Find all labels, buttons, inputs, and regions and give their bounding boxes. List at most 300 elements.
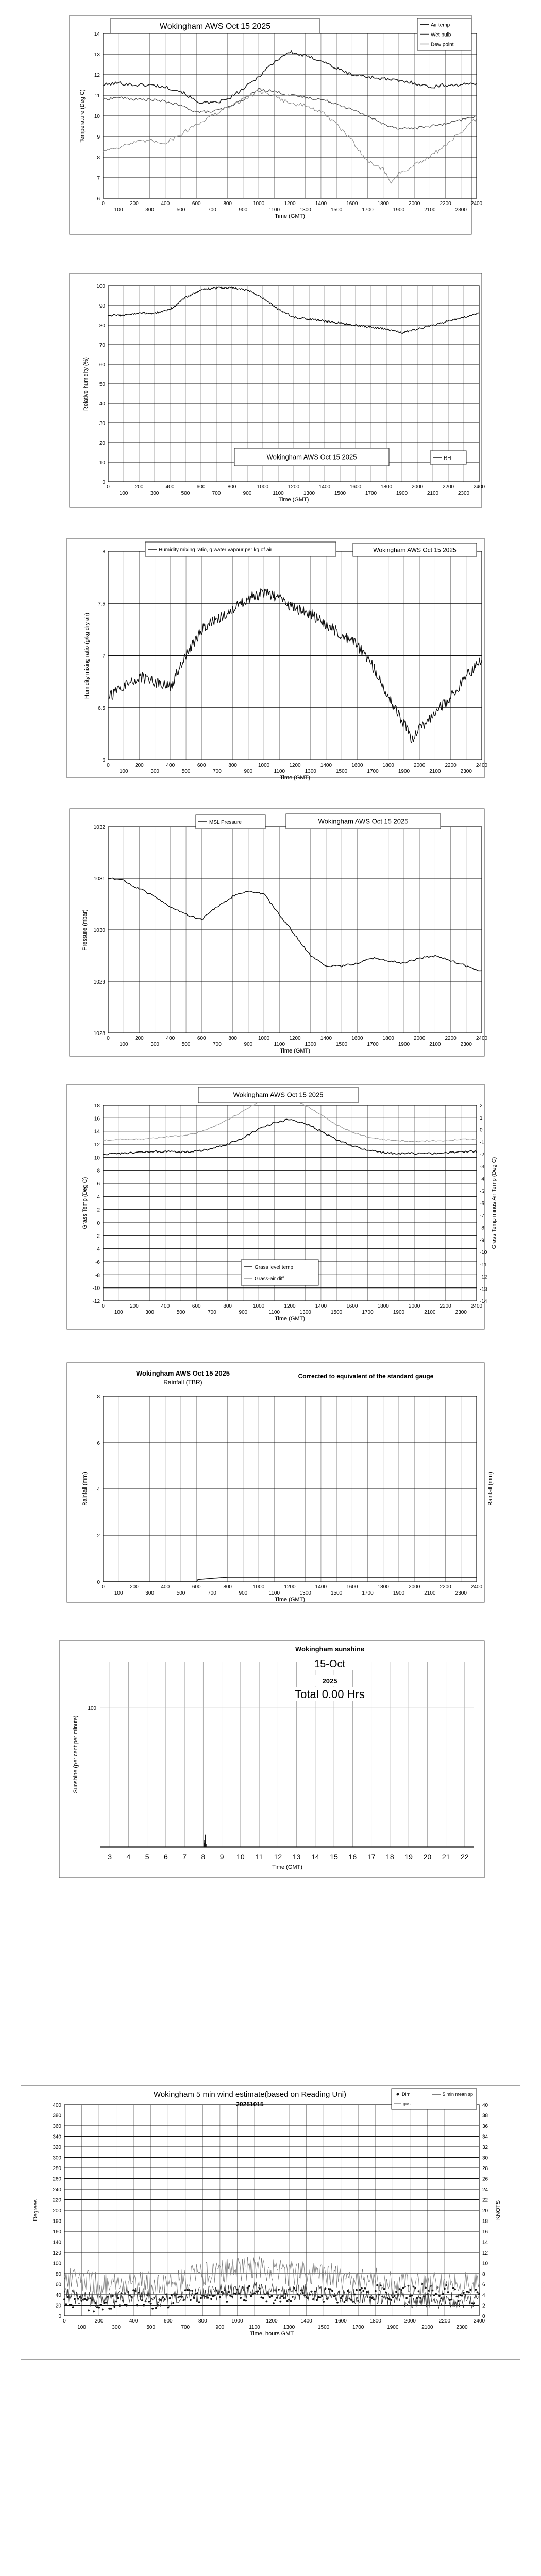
y-tick-label: 340 <box>53 2134 61 2140</box>
chart-title: Wokingham 5 min wind estimate(based on Reading Uni) <box>153 2090 347 2099</box>
y-right-tick-label: -13 <box>480 1286 487 1293</box>
x-tick-label: 1400 <box>318 484 331 490</box>
wind-direction-dot <box>179 2296 181 2298</box>
x-tick-label: 1000 <box>258 1036 270 1041</box>
x-tick-label: 1200 <box>289 1036 301 1041</box>
x-tick-label: 2400 <box>476 762 488 768</box>
y-tick-label: 90 <box>99 303 105 309</box>
wind-direction-dot <box>371 2297 373 2299</box>
x-tick-label: 700 <box>213 1042 222 1047</box>
x-tick-label: 900 <box>239 1590 248 1596</box>
x-tick-label: 2000 <box>404 2318 416 2324</box>
y-right-tick-label: -2 <box>480 1152 484 1158</box>
x-tick-label: 0 <box>107 1036 110 1041</box>
x-tick-label: 1300 <box>299 1310 311 1315</box>
wind-direction-dot <box>262 2297 264 2299</box>
y-tick-label: -4 <box>95 1246 100 1252</box>
x-tick-label: 17 <box>367 1853 376 1861</box>
y-right-tick-label: -8 <box>480 1225 484 1231</box>
x-tick-label: 900 <box>239 1310 248 1315</box>
wind-direction-dot <box>132 2289 134 2291</box>
wind-direction-dot <box>198 2301 200 2303</box>
wind-direction-dot <box>121 2292 123 2294</box>
x-tick-label: 1900 <box>396 490 408 496</box>
x-tick-label: 1800 <box>380 484 393 490</box>
x-tick-label: 1400 <box>315 1303 327 1309</box>
x-tick-label: 2400 <box>470 1303 483 1309</box>
chart-year: 2025 <box>322 1677 337 1685</box>
legend-label: 5 min mean sp <box>443 2092 474 2097</box>
wind-direction-dot <box>190 2299 192 2301</box>
y-right-tick-label: -6 <box>480 1201 484 1207</box>
y-tick-label: 10 <box>94 114 100 120</box>
x-tick-label: 400 <box>161 201 170 207</box>
y-right-tick-label: 1 <box>480 1115 483 1121</box>
wind-direction-dot <box>266 2301 268 2303</box>
wind-direction-dot <box>376 2284 378 2286</box>
x-tick-label: 21 <box>442 1853 450 1861</box>
x-tick-label: 800 <box>223 1303 232 1309</box>
y-right-axis-label: Grass Temp minus Air Temp (Deg C) <box>491 1157 497 1249</box>
x-tick-label: 1000 <box>258 762 270 768</box>
x-tick-label: 1100 <box>268 207 280 213</box>
y-axis-label: Temperature (Deg C) <box>79 89 86 143</box>
wind-direction-dot <box>408 2285 410 2287</box>
wind-direction-dot <box>113 2306 115 2308</box>
wind-direction-dot <box>136 2304 138 2307</box>
mixing-ratio-panel <box>0 536 541 783</box>
wind-direction-dot <box>151 2308 154 2310</box>
y-tick-label: 0 <box>97 1221 100 1226</box>
x-tick-label: 800 <box>227 484 236 490</box>
temperature-panel <box>0 10 541 242</box>
y-right-tick-label: -3 <box>480 1164 484 1170</box>
chart-subtitle: Rainfall (TBR) <box>163 1379 202 1386</box>
humidity-chart <box>0 270 541 513</box>
x-tick-label: 0 <box>102 1303 105 1309</box>
y-right-tick-label: -11 <box>480 1262 487 1268</box>
y-right-tick-label: 2 <box>482 2303 485 2309</box>
y-tick-label: 40 <box>55 2293 61 2298</box>
wind-direction-dot <box>438 2295 441 2297</box>
y-tick-label: 20 <box>99 440 105 446</box>
x-tick-label: 1300 <box>305 1042 316 1047</box>
y-right-tick-label: 18 <box>482 2218 488 2225</box>
y-tick-label: 30 <box>99 421 105 427</box>
y-tick-label: 50 <box>99 382 105 387</box>
chart-frame <box>67 1084 484 1329</box>
y-right-tick-label: 24 <box>482 2187 488 2193</box>
y-tick-label: 6 <box>97 1181 100 1187</box>
wind-direction-dot <box>478 2293 480 2295</box>
x-tick-label: 500 <box>176 1590 185 1596</box>
wind-direction-dot <box>302 2292 304 2294</box>
x-tick-label: 900 <box>244 1042 253 1047</box>
legend-label: Wet bulb <box>431 32 451 38</box>
y-tick-label: 140 <box>53 2240 61 2246</box>
x-tick-label: 14 <box>311 1853 319 1861</box>
wind-direction-dot <box>402 2287 404 2289</box>
chart-frame <box>70 809 484 1056</box>
legend-swatch <box>397 2093 399 2096</box>
x-tick-label: 1900 <box>393 1310 405 1315</box>
x-tick-label: 1500 <box>331 1310 343 1315</box>
wind-direction-dot <box>100 2304 102 2306</box>
y-right-tick-label: 26 <box>482 2176 488 2182</box>
x-tick-label: 1800 <box>377 1303 389 1309</box>
x-tick-label: 100 <box>119 490 128 496</box>
y-tick-label: 8 <box>97 1394 100 1400</box>
x-tick-label: 2100 <box>421 2325 433 2330</box>
x-tick-label: 800 <box>198 2318 207 2324</box>
x-tick-label: 1400 <box>315 1584 327 1590</box>
wind-direction-dot <box>214 2295 216 2297</box>
wind-direction-dot <box>471 2302 474 2304</box>
wind-direction-dot <box>124 2304 126 2306</box>
legend-label: gust <box>403 2101 412 2106</box>
y-right-tick-label: -7 <box>480 1213 484 1219</box>
sunshine-panel <box>0 1638 541 1883</box>
x-tick-label: 800 <box>228 762 238 768</box>
wind-direction-dot <box>240 2297 242 2299</box>
x-tick-label: 1800 <box>377 201 389 207</box>
x-tick-label: 1600 <box>346 1584 358 1590</box>
x-tick-label: 1900 <box>398 1042 410 1047</box>
wind-direction-dot <box>278 2289 280 2291</box>
x-tick-label: 1800 <box>382 762 394 768</box>
wind-direction-dot <box>105 2302 107 2304</box>
chart-title: Wokingham AWS Oct 15 2025 <box>266 453 357 461</box>
y-tick-label: 1031 <box>93 876 105 882</box>
x-tick-label: 500 <box>181 769 191 774</box>
chart-frame <box>59 1641 484 1878</box>
wind-direction-dot <box>98 2307 100 2309</box>
wind-direction-dot <box>178 2296 180 2298</box>
y-right-tick-label: -4 <box>480 1176 484 1182</box>
wind-direction-dot <box>119 2304 121 2307</box>
y-tick-label: 40 <box>99 401 105 407</box>
x-tick-label: 2000 <box>409 201 420 207</box>
x-tick-label: 0 <box>102 1584 105 1590</box>
legend-label: Dew point <box>431 42 454 48</box>
y-right-tick-label: 38 <box>482 2113 488 2119</box>
x-tick-label: 500 <box>176 207 185 213</box>
x-tick-label: 1000 <box>252 201 265 207</box>
x-tick-label: 1400 <box>320 1036 332 1041</box>
x-tick-label: 2100 <box>424 1310 436 1315</box>
wind-direction-dot <box>274 2299 276 2301</box>
y-axis-label: Pressure (mbar) <box>82 909 88 951</box>
x-tick-label: 2000 <box>411 484 424 490</box>
chart-frame <box>67 1363 484 1602</box>
x-tick-label: 800 <box>223 1584 232 1590</box>
wind-direction-dot <box>444 2288 446 2290</box>
y-tick-label: 70 <box>99 343 105 348</box>
x-tick-label: 500 <box>176 1310 185 1315</box>
wind-direction-dot <box>468 2291 470 2293</box>
wind-direction-dot <box>323 2301 325 2303</box>
x-tick-label: 300 <box>150 769 159 774</box>
y-tick-label: 0 <box>102 480 105 485</box>
x-tick-label: 2100 <box>424 207 436 213</box>
x-tick-label: 1700 <box>367 1042 379 1047</box>
wind-direction-dot <box>466 2291 468 2293</box>
x-tick-label: 2300 <box>458 490 470 496</box>
wind-direction-dot <box>349 2298 351 2300</box>
x-tick-label: 0 <box>107 484 110 490</box>
x-tick-label: 1000 <box>231 2318 243 2324</box>
wind-direction-dot <box>219 2296 221 2298</box>
y-tick-label: 0 <box>58 2314 61 2319</box>
x-tick-label: 1900 <box>393 1590 405 1596</box>
wind-panel <box>0 2081 541 2378</box>
x-tick-label: 1700 <box>352 2325 364 2330</box>
x-tick-label: 8 <box>201 1853 206 1861</box>
x-tick-label: 700 <box>208 1590 216 1596</box>
wind-direction-dot <box>463 2292 465 2294</box>
x-tick-label: 700 <box>181 2325 190 2330</box>
wind-direction-dot <box>234 2293 236 2295</box>
x-tick-label: 500 <box>181 1042 191 1047</box>
wind-direction-dot <box>295 2290 297 2292</box>
x-tick-label: 1900 <box>398 769 410 774</box>
wind-direction-dot <box>261 2296 263 2298</box>
x-tick-label: 1400 <box>320 762 332 768</box>
y-tick-label: -10 <box>92 1285 100 1292</box>
x-tick-label: 2000 <box>409 1303 420 1309</box>
x-tick-label: 600 <box>196 484 206 490</box>
chart-title: Wokingham sunshine <box>295 1645 365 1653</box>
x-tick-label: 1900 <box>387 2325 399 2330</box>
y-tick-label: -12 <box>92 1299 100 1304</box>
x-axis-label: Time (GMT) <box>275 213 305 219</box>
y-tick-label: 7 <box>97 176 100 181</box>
x-tick-label: 400 <box>166 1036 175 1041</box>
chart-frame <box>70 273 482 507</box>
x-axis-label: Time (GMT) <box>275 1597 305 1603</box>
wind-direction-dot <box>475 2289 477 2291</box>
x-tick-label: 2100 <box>429 769 441 774</box>
x-tick-label: 200 <box>130 1584 139 1590</box>
x-axis-label: Time, hours GMT <box>249 2331 294 2337</box>
y-right-tick-label: 22 <box>482 2197 488 2204</box>
x-tick-label: 2200 <box>445 1036 457 1041</box>
x-tick-label: 2300 <box>455 207 467 213</box>
x-tick-label: 0 <box>63 2318 66 2324</box>
wind-direction-dot <box>96 2306 98 2308</box>
x-tick-label: 1500 <box>334 490 346 496</box>
wind-direction-dot <box>71 2304 73 2306</box>
mixing-ratio-chart <box>0 536 541 783</box>
x-tick-label: 300 <box>112 2325 121 2330</box>
x-tick-label: 1300 <box>283 2325 295 2330</box>
y-right-tick-label: 2 <box>480 1103 483 1109</box>
x-tick-label: 1000 <box>257 484 269 490</box>
wind-direction-dot <box>143 2304 145 2307</box>
y-tick-label: 11 <box>94 93 100 99</box>
x-tick-label: 1000 <box>252 1303 265 1309</box>
wind-direction-dot <box>245 2300 247 2302</box>
wind-direction-dot <box>356 2289 358 2291</box>
y-tick-label: 320 <box>53 2145 61 2150</box>
y-right-tick-label: 28 <box>482 2166 488 2172</box>
wind-direction-dot <box>456 2296 458 2298</box>
chart-title: Wokingham AWS Oct 15 2025 <box>233 1091 324 1099</box>
x-tick-label: 7 <box>182 1853 187 1861</box>
pressure-panel <box>0 806 541 1059</box>
x-tick-label: 2200 <box>439 1303 451 1309</box>
x-tick-label: 2400 <box>473 484 485 490</box>
y-tick-label: 160 <box>53 2229 61 2235</box>
x-axis-label: Time (GMT) <box>275 1316 305 1322</box>
legend-label: RH <box>444 455 451 461</box>
x-tick-label: 600 <box>192 1584 201 1590</box>
x-tick-label: 1100 <box>249 2325 260 2330</box>
wind-direction-dot <box>102 2309 104 2311</box>
wind-direction-dot <box>210 2298 212 2300</box>
y-tick-label: 400 <box>53 2103 61 2108</box>
x-tick-label: 100 <box>119 1042 128 1047</box>
x-tick-label: 0 <box>107 762 110 768</box>
x-tick-label: 2300 <box>456 2325 468 2330</box>
x-tick-label: 11 <box>255 1853 263 1861</box>
y-axis-label: Degrees <box>32 2199 39 2221</box>
x-tick-label: 700 <box>213 769 222 774</box>
y-tick-label: 12 <box>94 1142 100 1148</box>
x-tick-label: 1500 <box>331 207 343 213</box>
y-right-tick-label: 8 <box>482 2272 485 2277</box>
humidity-panel <box>0 270 541 513</box>
y-tick-label: 8 <box>97 1168 100 1174</box>
wind-direction-dot <box>440 2297 442 2299</box>
wind-direction-dot <box>81 2300 83 2302</box>
y-right-tick-label: -5 <box>480 1189 484 1195</box>
wind-direction-dot <box>269 2296 271 2298</box>
x-tick-label: 1800 <box>382 1036 394 1041</box>
y-right-tick-label: 0 <box>482 2314 485 2319</box>
x-tick-label: 200 <box>135 762 144 768</box>
x-axis-label: Time (GMT) <box>272 1864 302 1870</box>
x-tick-label: 400 <box>161 1584 170 1590</box>
wind-direction-dot <box>435 2293 437 2295</box>
y-tick-label: 6 <box>97 1440 100 1446</box>
wind-direction-dot <box>297 2293 299 2295</box>
y-tick-label: 1032 <box>93 825 105 831</box>
y-tick-label: 360 <box>53 2124 61 2129</box>
x-tick-label: 2400 <box>476 1036 488 1041</box>
y-axis-label: Rainfall (mm) <box>82 1472 88 1506</box>
x-tick-label: 2200 <box>438 2318 451 2324</box>
x-tick-label: 12 <box>274 1853 282 1861</box>
x-tick-label: 600 <box>197 762 206 768</box>
wind-direction-dot <box>93 2311 95 2313</box>
y-tick-label: 9 <box>97 134 100 140</box>
y-tick-label: 0 <box>97 1580 100 1585</box>
x-tick-label: 2000 <box>414 1036 426 1041</box>
x-tick-label: 200 <box>135 1036 144 1041</box>
y-tick-label: 4 <box>97 1487 100 1493</box>
x-tick-label: 3 <box>108 1853 112 1861</box>
y-right-tick-label: 14 <box>482 2240 488 2246</box>
x-tick-label: 1900 <box>393 207 405 213</box>
x-tick-label: 1200 <box>284 201 296 207</box>
y-tick-label: -2 <box>95 1233 100 1240</box>
y-right-tick-label: 30 <box>482 2155 488 2161</box>
sunshine-bar <box>206 1844 207 1847</box>
x-tick-label: 0 <box>102 201 105 207</box>
x-tick-label: 900 <box>243 490 252 496</box>
x-tick-label: 1700 <box>362 1310 374 1315</box>
x-tick-label: 2000 <box>409 1584 420 1590</box>
y-tick-label: 280 <box>53 2166 61 2172</box>
x-tick-label: 1600 <box>346 201 358 207</box>
y-right-axis-label: Rainfall (mm) <box>487 1472 494 1506</box>
y-tick-label: 7.5 <box>98 601 105 607</box>
x-tick-label: 10 <box>236 1853 245 1861</box>
y-tick-label: 14 <box>94 31 100 37</box>
x-tick-label: 6 <box>163 1853 168 1861</box>
y-tick-label: 6 <box>97 196 100 202</box>
y-right-tick-label: -1 <box>480 1140 484 1146</box>
y-tick-label: 180 <box>53 2218 61 2225</box>
wind-direction-dot <box>321 2295 323 2297</box>
wind-direction-dot <box>380 2284 382 2286</box>
y-right-tick-label: 10 <box>482 2261 488 2267</box>
y-right-tick-label: 0 <box>480 1127 483 1133</box>
wind-direction-dot <box>477 2291 479 2293</box>
y-right-tick-label: -12 <box>480 1274 487 1280</box>
wind-direction-dot <box>108 2308 110 2310</box>
x-tick-label: 400 <box>165 484 175 490</box>
wind-direction-dot <box>253 2292 256 2294</box>
x-tick-label: 19 <box>404 1853 413 1861</box>
x-tick-label: 2300 <box>460 1042 472 1047</box>
wind-direction-dot <box>209 2294 211 2296</box>
y-tick-label: 14 <box>94 1129 100 1135</box>
y-tick-label: 4 <box>97 1194 100 1200</box>
y-right-tick-label: 36 <box>482 2124 488 2129</box>
x-tick-label: 1600 <box>346 1303 358 1309</box>
wind-direction-dot <box>200 2297 202 2299</box>
temperature-chart <box>0 10 541 242</box>
wind-direction-dot <box>74 2298 76 2300</box>
chart-title: Wokingham AWS Oct 15 2025 <box>159 22 271 31</box>
y-tick-label: 7 <box>102 653 105 659</box>
grass-temperature-panel <box>0 1082 541 1334</box>
wind-direction-dot <box>150 2303 152 2305</box>
x-tick-label: 20 <box>423 1853 432 1861</box>
x-tick-label: 400 <box>166 762 175 768</box>
x-tick-label: 400 <box>161 1303 170 1309</box>
pressure-chart <box>0 806 541 1059</box>
wind-direction-dot <box>433 2294 435 2296</box>
x-tick-label: 1800 <box>377 1584 389 1590</box>
y-tick-label: 12 <box>94 73 100 78</box>
y-right-tick-label: 40 <box>482 2103 488 2108</box>
x-tick-label: 900 <box>239 207 248 213</box>
x-tick-label: 700 <box>208 1310 216 1315</box>
chart-frame <box>67 538 484 778</box>
wind-direction-dot <box>243 2299 245 2301</box>
y-tick-label: 220 <box>53 2197 61 2204</box>
wind-direction-dot <box>459 2294 461 2296</box>
x-tick-label: 1700 <box>367 769 379 774</box>
x-tick-label: 2300 <box>455 1310 467 1315</box>
x-tick-label: 1700 <box>365 490 377 496</box>
y-tick-label: 2 <box>97 1533 100 1539</box>
y-right-axis-label: KNOTS <box>495 2200 501 2220</box>
chart-title: Wokingham AWS Oct 15 2025 <box>373 546 457 554</box>
